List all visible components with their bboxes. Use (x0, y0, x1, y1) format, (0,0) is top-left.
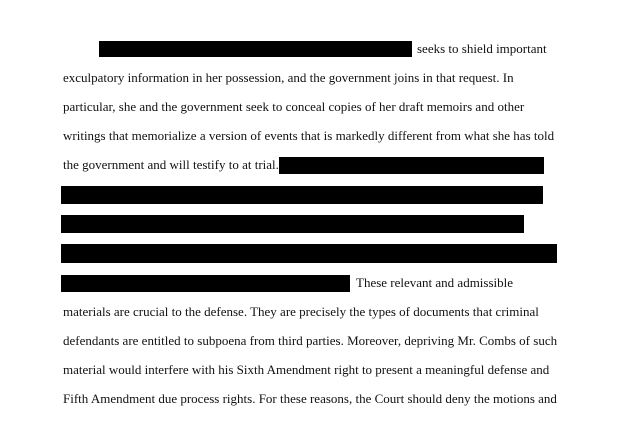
line-text: writings that memorialize a version of events that is markedly different from what she has told (63, 128, 555, 143)
redaction-block (61, 244, 557, 263)
line-text: Fifth Amendment due process rights. For these reasons, the Court should deny the motions and (63, 391, 557, 406)
redaction-block (61, 215, 524, 233)
line-text: seeks to shield important (417, 41, 547, 56)
line-text: material would interfere with his Sixth Amendment right to present a meaningful defense and (63, 362, 550, 377)
line-text: These relevant and admissible (356, 275, 514, 290)
line-text: particular, she and the government seek to conceal copies of her draft memoirs and other (63, 99, 525, 114)
line-text: materials are crucial to the defense. They are precisely the types of documents that criminal (63, 304, 539, 319)
redaction-block (99, 41, 412, 57)
line-text: exculpatory information in her possession, and the government joins in that request. In (63, 70, 514, 85)
line-text: defendants are entitled to subpoena from third parties. Moreover, depriving Mr. Combs of such (63, 333, 558, 348)
redaction-block (61, 275, 350, 292)
redaction-block (61, 186, 543, 204)
line-text: the government and will testify to at trial. (63, 157, 279, 172)
redaction-block (279, 157, 544, 174)
